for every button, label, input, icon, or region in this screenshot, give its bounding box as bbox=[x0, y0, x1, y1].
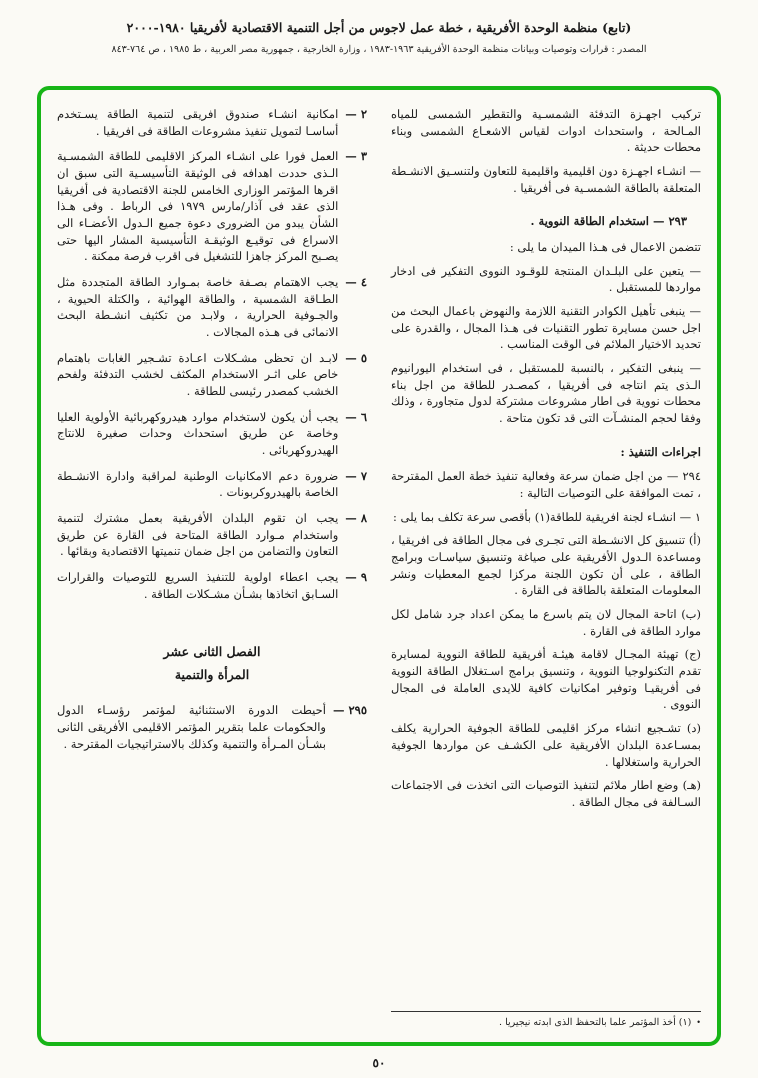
chapter-title: الفصل الثانى عشر bbox=[163, 644, 261, 660]
list-item bbox=[57, 409, 367, 459]
item-text: ضرورة دعم الامكانيات الوطنية لمراقبة وادارة الانشـطة الخاصة بالهيدروكربونات . bbox=[57, 468, 339, 500]
paragraph: (هـ) وضع اطار ملائم لتنفيذ التوصيات التى اتخذت فى الاجتماعات السـالفة فى مجال الطاقة . bbox=[391, 778, 701, 809]
item-number: ٢٩٥ — bbox=[332, 703, 367, 718]
item-text: لابـد ان تحظى مشـكلات اعـادة تشـجير الغابات باهتمام خاص على اثـر الاستخدام المكثف لخشب التدفئة ولفحم الخشب كمصدر رئيسى للطاقة . bbox=[57, 350, 339, 399]
list-item bbox=[57, 569, 367, 602]
item-text: أحيطت الدورة الاستثنائية لمؤتمر رؤسـاء الدول والحكومات علما بتقرير المؤتمر الاقليمى الأفريقى الثانى بشـأن المـرأة والتنمية وكذلك بالاستراتيجيات المقترحة . bbox=[57, 703, 326, 751]
item-number: ٥ — bbox=[345, 350, 367, 365]
page-number: ٥٠ bbox=[372, 1056, 386, 1070]
paragraph: (أ) تنسيق كل الانشـطة التى تجـرى فى مجال الطاقة فى افريقيا ، ومساعدة الـدول الأفريقية على صياغة وتنسيق سياسـات وبرامج الطاقة ، على أن تكون اللجنة مركزا لجمع المعطيات ونشر المعلومات المتعلقة بالطاقة فى القارة . bbox=[391, 533, 701, 598]
paragraph: تركيب اجهـزة التدفئة الشمسـية والتقطير الشمسى للمياه المـالحة ، واستحداث ادوات لقياس الاشعـاع الشمسى وبناء محطات حديثة . bbox=[391, 107, 701, 155]
item-text: العمل فورا على انشـاء المركز الاقليمى للطاقة الشمسـية الـذى حددت اهدافه فى الوثيقة التأسيسـية التى سبق ان اقرها المؤتمر الوزارى الخامس للجنة الاقتصادية فى أفريقيا الذى عقد فى آذار/مارس ١٩٧٩ فى الرباط . وفى هـذا الشأن يبدو من الضرورى دعوة جميع الـدول الأعضـاء الى الاسراع فى توقيـع الوثيقـة التأسيسية المشار اليها حتى يصـبح المركز جاهزا للتشغيل فى اقرب فرصة ممكنة . bbox=[57, 149, 339, 264]
item-text: امكانية انشـاء صندوق افريقى لتنمية الطاقة يسـتخدم أساسـا لتمويل تنفيذ مشروعات الطاقة فى افريقيا . bbox=[57, 107, 339, 138]
section-heading: ٢٩٣ — استخدام الطاقة النووية . bbox=[530, 214, 687, 229]
item-number: ٣ — bbox=[345, 149, 367, 164]
list-item bbox=[57, 468, 367, 501]
paragraph: (د) تشـجيع انشاء مركز اقليمى للطاقة الجوفية الحرارية يكلف بمسـاعدة البلدان الأفريقية على الكشـف عن مواردها الجوفية الحرارية واستغلالها . bbox=[391, 721, 701, 769]
two-column-layout bbox=[57, 106, 701, 1030]
item-number: ٤ — bbox=[345, 275, 367, 290]
item-text: يجب أن يكون لاستخدام موارد هيدروكهربائية الأولوية العليا وخاصة عن طريق استحداث وحدات صغيرة للانتاج الهيدروكهربائى . bbox=[57, 409, 339, 458]
paragraph: (ب) اتاحة المجال لان يتم باسرع ما يمكن اعداد جرد شامل لكل موارد الطاقة فى القارة . bbox=[391, 607, 701, 638]
chapter-subtitle: المرأة والتنمية bbox=[174, 666, 250, 682]
list-item bbox=[57, 148, 367, 265]
paragraph: (ج) تهيئة المجـال لاقامة هيئـة أفريقية للطاقة النووية لمسايرة تقدم التكنولوجيا النووية ، وتنسيق برامج اسـتغلال الطاقة النووية فى أفريقيـا وتوفير امكانيات كافية للايدى العاملة فى المجال النووى . bbox=[391, 647, 701, 712]
paragraph: ١ — انشـاء لجنة افريقية للطاقة(١) بأقصى سرعة تكلف بما يلى : bbox=[392, 509, 701, 524]
paragraph: — انشـاء اجهـزة دون اقليمية واقليمية للتعاون ولتنسـيق الانشـطة المتعلقة بالطاقة الشمسـية فى أفريقيا . bbox=[391, 164, 701, 195]
footnote-bullet-icon: • bbox=[696, 1018, 701, 1028]
list-item bbox=[57, 350, 367, 400]
list-item bbox=[57, 702, 367, 752]
list-item bbox=[57, 106, 367, 139]
paragraph: — يتعين على البلـدان المنتجة للوقـود النووى التفكير فى ادخار مواردها للمستقبل . bbox=[391, 263, 701, 295]
list-item bbox=[57, 274, 367, 341]
footnote-text: (١) أخذ المؤتمر علما بالتحفظ الذى ابدته نيجيريا . bbox=[499, 1017, 692, 1029]
content-border-box bbox=[37, 86, 721, 1046]
left-column bbox=[57, 106, 367, 1030]
item-number: ٨ — bbox=[345, 511, 367, 526]
chapter-heading-block bbox=[57, 641, 367, 686]
list-item bbox=[57, 510, 367, 560]
item-number: ٢ — bbox=[345, 107, 367, 121]
paragraph: — ينبغى تأهيل الكوادر التقنية اللازمة والنهوض باعمال البحث من اجل حسن مسايرة تطور التقنيات فى هـذا المجال ، والقدرة على تحديد الاختيار الملائم فى الوقت المناسب . bbox=[391, 304, 701, 352]
item-number: ٩ — bbox=[345, 570, 367, 585]
paragraph: تتضمن الاعمال فى هـذا الميدان ما يلى : bbox=[509, 240, 701, 255]
page-title: (تابع) منظمة الوحدة الأفريقية ، خطة عمل لاجوس من أجل التنمية الاقتصادية لأفريقيا ١٩٨٠-٢٠٠٠ bbox=[126, 20, 632, 35]
paragraph: ٢٩٤ — من اجل ضمان سرعة وفعالية تنفيذ خطة العمل المقترحة ، تمت الموافقة على التوصيات التالية : bbox=[391, 469, 701, 501]
section-heading: اجراءات التنفيذ : bbox=[620, 444, 701, 459]
item-number: ٦ — bbox=[345, 409, 367, 424]
item-number: ٧ — bbox=[345, 468, 367, 483]
item-text: يجب اعطاء اولوية للتنفيذ السريع للتوصيات والقرارات السـابق اتخاذها بشـأن مشـكلات الطاقة . bbox=[57, 570, 339, 601]
item-text: يجب ان تقوم البلدان الأفريقية بعمل مشترك لتنمية واستخدام مـوارد الطاقة المتاحة فى القارة عن طريق التعاون والتضامن من اجل ضمان تنميتها الاقتصادية وبقائها . bbox=[57, 511, 339, 559]
page-header bbox=[0, 0, 758, 55]
footnote bbox=[391, 1011, 701, 1030]
paragraph: — ينبغى التفكير ، بالنسبة للمستقبل ، فى استخدام اليورانيوم الـذى يتم انتاجه فى أفريقيا ، كمصـدر للطاقة من اجل بناء محطات نووية فى اطار مشروعات مشتركة لدول متجاورة ، وذلك وفقا لحجم المنشـآت التى قد تكون متاحة . bbox=[391, 361, 701, 426]
source-line: المصدر : قرارات وتوصيات وبيانات منظمة الوحدة الأفريقية ١٩٦٣-١٩٨٣ ، وزارة الخارجية ، جمهورية مصر العربية ، ط ١٩٨٥ ، ص ٧٦٤-٨٤٣ bbox=[111, 44, 647, 55]
right-column bbox=[391, 106, 701, 1030]
item-text: يجب الاهتمام بصـفة خاصة بمـوارد الطاقة المتجددة مثل الطـاقة الشمسية ، والطاقة الهوائية ، والكتلة الحيوية ، والجـوفية الحرارية ، ولابـد من تكثيف انشـطة البحث الانمائى فى هـذه المجالات . bbox=[57, 275, 339, 340]
